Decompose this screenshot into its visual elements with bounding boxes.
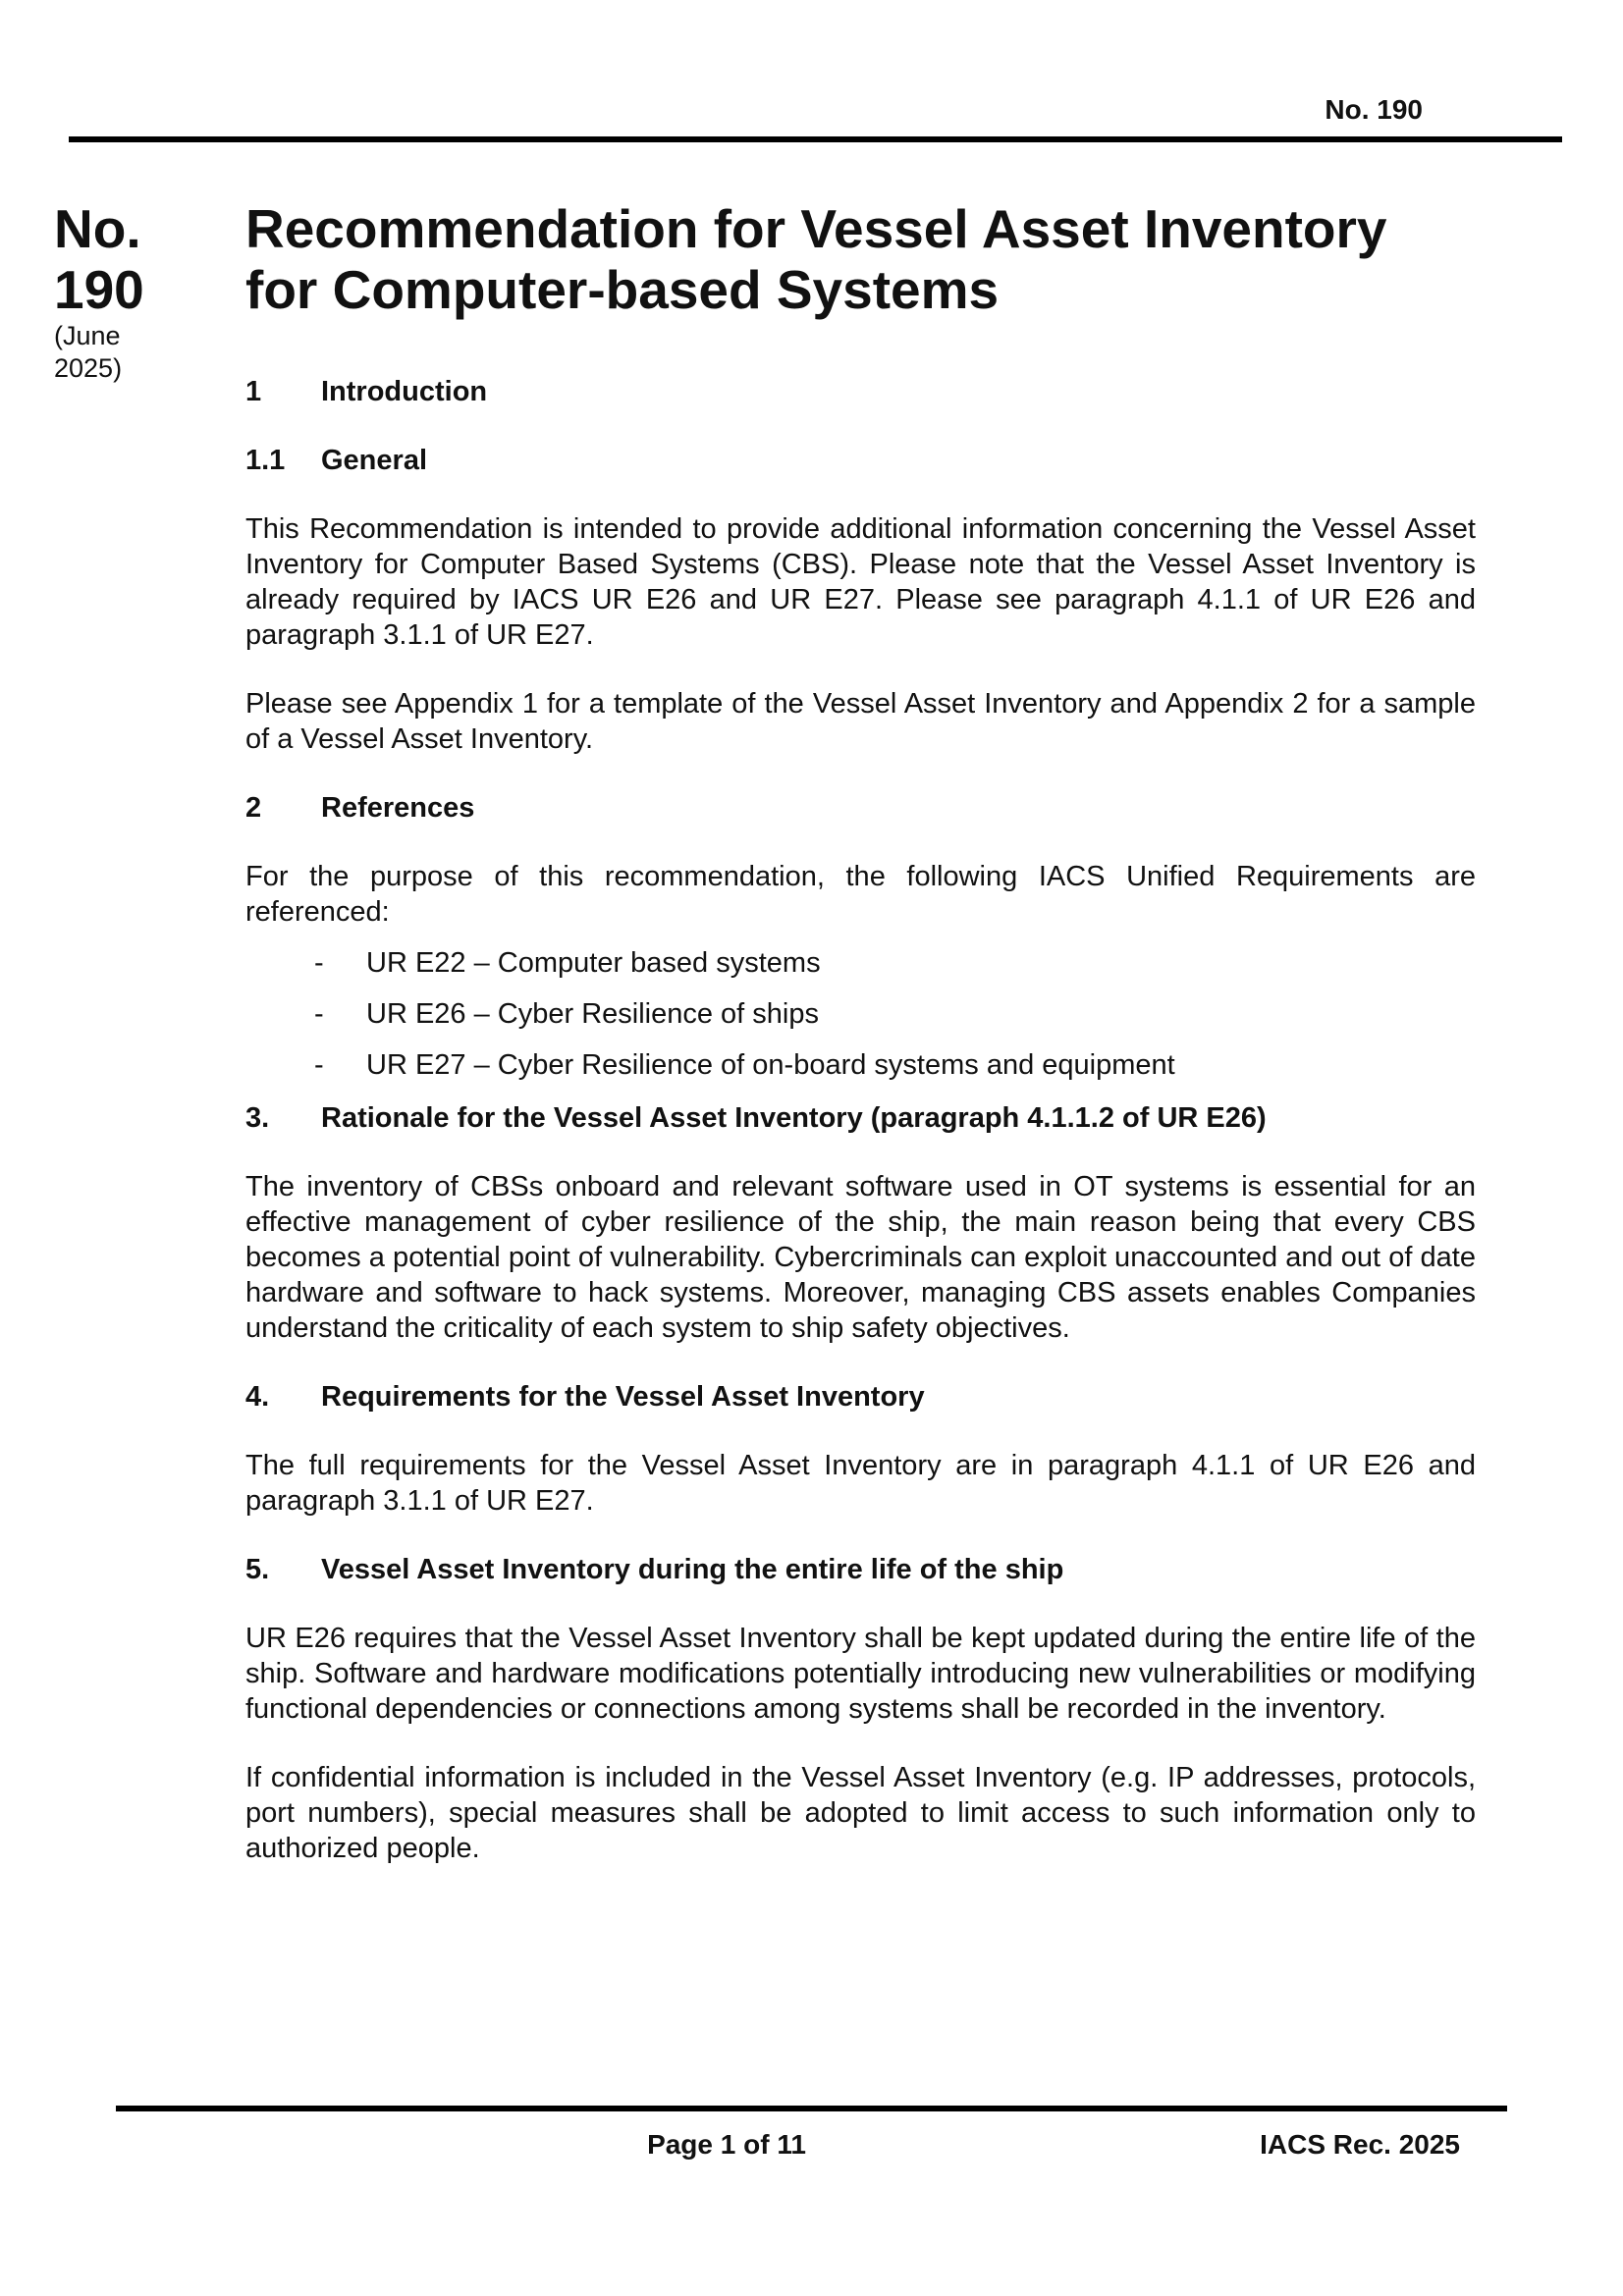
section-title: General [321, 445, 427, 476]
footer-page-number: Page 1 of 11 [647, 2129, 806, 2160]
section-heading-references [245, 790, 1476, 826]
section-heading-introduction [245, 374, 1476, 409]
section-number: 1 [245, 376, 262, 407]
list-item [245, 996, 1476, 1032]
document-body [245, 365, 1476, 1866]
sidebar-date-line1: (June [54, 321, 121, 350]
section-title: Introduction [321, 376, 488, 407]
paragraph-general-2: Please see Appendix 1 for a template of the Vessel Asset Inventory and Appendix 2 for a sample of a Vessel Asset Inventory. [245, 688, 1476, 755]
page-title [245, 198, 1522, 320]
section-number: 3. [245, 1102, 270, 1134]
paragraph-general-1: This Recommendation is intended to provide additional information concerning the Vessel Asset Inventory for Computer Based Systems (CBS). Please note that the Vessel Asset Inventory is already required by IACS UR E26 and UR E27. Please see paragraph 4.1.1 of UR E26 and paragraph 3.1.1 of UR E27. [245, 513, 1476, 651]
footer-rec-label: IACS Rec. 2025 [1260, 2129, 1460, 2160]
section-heading-requirements [245, 1379, 1476, 1415]
section-number: 4. [245, 1381, 270, 1413]
sidebar-number: 190 [54, 259, 144, 320]
footer-divider [116, 2106, 1507, 2111]
header-doc-number: No. 190 [1325, 94, 1423, 125]
section-number: 1.1 [245, 445, 286, 476]
list-item [245, 1047, 1476, 1083]
header-divider [69, 136, 1562, 142]
bullet-marker: - [314, 947, 324, 979]
section-number: 2 [245, 792, 262, 824]
sidebar-date-line2: 2025) [54, 353, 123, 383]
references-list [245, 945, 1476, 1083]
section-number: 5. [245, 1554, 270, 1585]
list-item [245, 945, 1476, 981]
section-title: Vessel Asset Inventory during the entire life of the ship [321, 1554, 1064, 1585]
list-item-text: UR E22 – Computer based systems [366, 947, 821, 979]
bullet-marker: - [314, 998, 324, 1030]
paragraph-entire-life-2: If confidential information is included in the Vessel Asset Inventory (e.g. IP addresses, protocols, port numbers), special measures shall be adopted to limit access to such information only to authorized people. [245, 1762, 1476, 1864]
section-title: Requirements for the Vessel Asset Inventory [321, 1381, 925, 1413]
section-heading-rationale [245, 1100, 1476, 1136]
bullet-marker: - [314, 1049, 324, 1081]
paragraph-entire-life-1: UR E26 requires that the Vessel Asset Inventory shall be kept updated during the entire life of the ship. Software and hardware modifications potentially introducing new vulnerabilities or modifying functional dependencies or connections among systems shall be recorded in the inventory. [245, 1623, 1476, 1725]
page-title-line1: Recommendation for Vessel Asset Inventory [245, 198, 1387, 259]
page-title-line2: for Computer-based Systems [245, 259, 1000, 320]
section-heading-entire-life [245, 1552, 1476, 1587]
paragraph-references: For the purpose of this recommendation, the following IACS Unified Requirements are referenced: [245, 861, 1476, 928]
list-item-text: UR E27 – Cyber Resilience of on-board systems and equipment [366, 1049, 1175, 1081]
section-title: Rationale for the Vessel Asset Inventory (paragraph 4.1.1.2 of UR E26) [321, 1102, 1267, 1134]
section-heading-general [245, 443, 1476, 478]
paragraph-requirements: The full requirements for the Vessel Asset Inventory are in paragraph 4.1.1 of UR E26 and paragraph 3.1.1 of UR E27. [245, 1450, 1476, 1517]
list-item-text: UR E26 – Cyber Resilience of ships [366, 998, 819, 1030]
sidebar-no-label: No. [54, 198, 141, 259]
section-title: References [321, 792, 475, 824]
paragraph-rationale: The inventory of CBSs onboard and relevant software used in OT systems is essential for an effective management of cyber resilience of the ship, the main reason being that every CBS becomes a potential point of vulnerability. Cybercriminals can exploit unaccounted and out of date hardware and software to hack systems. Moreover, managing CBS assets enables Companies understand the criticality of each system to ship safety objectives. [245, 1171, 1476, 1344]
